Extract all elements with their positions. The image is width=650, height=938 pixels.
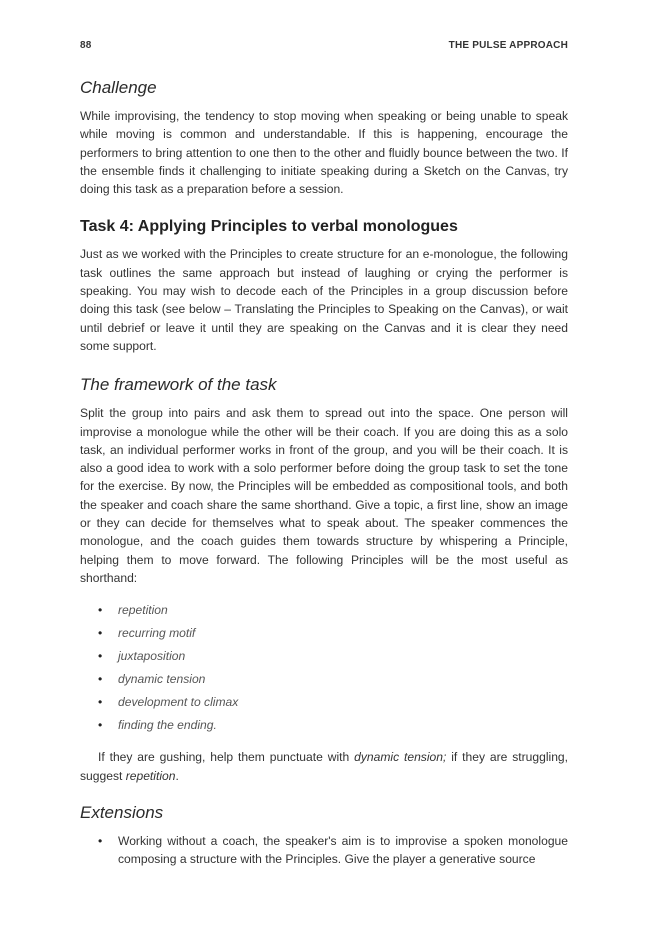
- list-item: • Working without a coach, the speaker's aim is to improvise a spoken monologue composing a structure with the Principles. Give the player a generative source: [98, 833, 568, 867]
- list-item: • repetition: [98, 603, 168, 618]
- page-number: 88: [80, 40, 92, 51]
- running-head: [80, 40, 568, 51]
- list-item: • juxtaposition: [98, 649, 186, 664]
- running-title: THE PULSE APPROACH: [448, 40, 568, 51]
- challenge-paragraph: While improvising, the tendency to stop moving when speaking or being unable to speak while moving is common and understandable. If this is happening, encourage the performers to bring attention to one then to the other and fluidly bounce between the two. If the ensemble finds it challenging to initiate speaking during a Sketch on the Canvas, try doing this task as a preparation before a session.: [80, 109, 568, 197]
- list-item: • recurring motif: [98, 626, 196, 641]
- list-item: • dynamic tension: [98, 672, 206, 687]
- list-item: • finding the ending.: [98, 718, 217, 733]
- list-item: • development to climax: [98, 695, 239, 710]
- extensions-heading: Extensions: [80, 802, 164, 822]
- task4-paragraph: Just as we worked with the Principles to create structure for an e-monologue, the following task outlines the same approach but instead of laughing or crying the performer is speaking. You may wish to decode each of the Principles in a group discussion before doing this task (see below – Translating the Principles to Speaking on the Canvas), or wait until debrief or leave it until they are speaking on the Canvas and it is clear they need some support.: [80, 247, 568, 353]
- task4-heading: Task 4: Applying Principles to verbal monologues: [80, 218, 458, 236]
- challenge-heading: Challenge: [80, 78, 157, 97]
- principles-list: [80, 601, 568, 739]
- framework-paragraph: Split the group into pairs and ask them to spread out into the space. One person will improvise a monologue while the other will be their coach. If you are doing this as a solo task, an individual performer works in front of the group, and you will be their coach. It is also a good idea to work with a solo performer before doing the group task to set the tone for the exercise. By now, the Principles will be embedded as compositional tools, and both the speaker and coach share the same shorthand. Give a topic, a first line, show an image or they can decide for themselves what to speak about. The speaker commences the monologue, and the coach guides them towards structure by whispering a Principle, helping them to move forward. The following Principles will be the most useful as shorthand:: [80, 406, 568, 585]
- extensions-list: [80, 832, 568, 869]
- book-page: [80, 40, 568, 868]
- framework-heading: The framework of the task: [80, 375, 277, 395]
- followup-paragraph: If they are gushing, help them punctuate with dynamic tension; if they are struggling, suggest repetition.: [80, 750, 569, 783]
